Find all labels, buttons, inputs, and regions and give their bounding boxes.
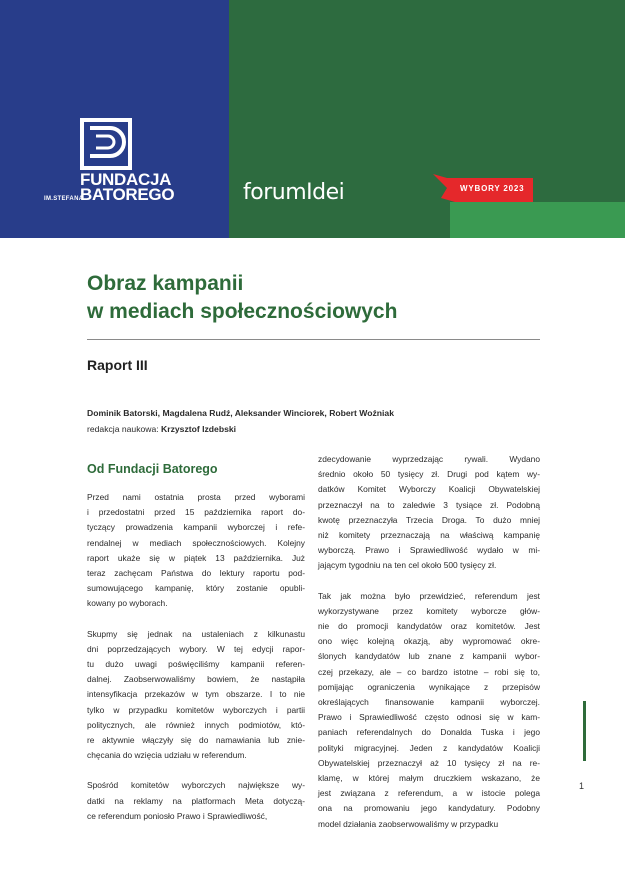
text-line: model działania zaobserwowaliśmy w przypadku bbox=[318, 818, 499, 829]
text-line: jest związana z referendum, a w istocie polega bbox=[318, 788, 540, 799]
right-text-column bbox=[318, 452, 540, 847]
text-line: przeznaczył na to zaledwie 3 tysiące zł. Podobną bbox=[318, 499, 540, 510]
header-light-green-strip bbox=[450, 202, 625, 238]
paragraph bbox=[87, 627, 305, 764]
paragraph bbox=[318, 452, 540, 574]
text-line: ce referendum poniosło Prawo i Sprawiedliwość, bbox=[87, 810, 268, 821]
text-line: niż komitety przeznaczają na właściwą kampanię bbox=[318, 530, 540, 541]
text-line: tylko w przypadku komitetów wyborczych i partii bbox=[87, 704, 305, 715]
text-line: kwotę przeznaczyła Trzecia Droga. To dużo mniej bbox=[318, 514, 540, 525]
text-line: kowany po wyborach. bbox=[87, 598, 168, 609]
text-line: zdecydowanie wyprzedzając rywali. Wydano bbox=[318, 454, 540, 464]
text-line: klamę, w której małym druczkiem wskazano, że bbox=[318, 773, 540, 784]
text-line: Spośród komitetów wyborczych największe wy- bbox=[87, 780, 305, 791]
text-line: sumowującego kampanię, który zostanie opubli- bbox=[87, 583, 305, 594]
text-line: wyborczą. Prawo i Sprawiedliwość wydało w mi- bbox=[318, 545, 540, 556]
text-line: Prawo i Sprawiedliwość często odnosi się w kam- bbox=[318, 712, 540, 723]
paragraph bbox=[87, 490, 305, 612]
report-editor bbox=[87, 424, 236, 434]
logo-line-1: FUNDACJA bbox=[80, 170, 172, 189]
report-authors: Dominik Batorski, Magdalena Rudź, Aleksander Winciorek, Robert Woźniak bbox=[87, 408, 394, 418]
forum-idei-logo: forumIdei bbox=[243, 180, 345, 205]
text-line: czej przekazy, ale – co bardzo istotne – robi się to, bbox=[318, 666, 540, 677]
logo-subtext: IM.STEFANA bbox=[44, 196, 84, 202]
page-number: 1 bbox=[579, 781, 585, 791]
title-divider bbox=[87, 339, 540, 340]
text-line: chęcania do wzięcia udziału w referendum. bbox=[87, 750, 247, 761]
text-line: średnio około 50 tysięcy zł. Drugi pod kątem wy- bbox=[318, 469, 540, 480]
text-line: re aktywnie włączyły się do namawiania lub znie- bbox=[87, 735, 305, 746]
logo-wordmark bbox=[80, 172, 200, 202]
editor-label: redakcja naukowa: bbox=[87, 424, 162, 434]
text-line: dalnej. Zaobserwowaliśmy bowiem, że nastąpiła bbox=[87, 674, 305, 685]
text-line: polityki migracyjnej. Jeden z kandydatów Koalicji bbox=[318, 742, 540, 753]
logo-line-2: BATOREGO bbox=[80, 185, 175, 204]
text-line: raport ukaże się w piątek 13 października. Już bbox=[87, 552, 305, 563]
text-line: ona na promowaniu jego kandydatury. Podobny bbox=[318, 803, 540, 814]
editor-name: Krzysztof Izdebski bbox=[161, 424, 237, 434]
text-line: pomijając ograniczenia wynikające z przepisów bbox=[318, 681, 540, 692]
text-line: paniach referendalnych do Donalda Tuska i jego bbox=[318, 727, 540, 738]
section-heading: Od Fundacji Batorego bbox=[87, 462, 218, 476]
text-line: datki na reklamy na platformach Meta dotyczą- bbox=[87, 795, 305, 806]
text-line: wykorzystywane przez komitety wyborcze głów- bbox=[318, 605, 540, 616]
text-line: tyczący prowadzenia kampanii wyborczej i refe- bbox=[87, 522, 305, 533]
text-line: teraz zachęcam Państwa do lektury raportu pod- bbox=[87, 568, 305, 579]
report-title-line-2: w mediach społecznościowych bbox=[87, 300, 398, 323]
report-title bbox=[87, 270, 527, 326]
text-line: tu dużo uwagi poświęciliśmy kampanii referen- bbox=[87, 659, 305, 670]
page-side-marker bbox=[583, 701, 586, 761]
report-subtitle: Raport III bbox=[87, 357, 148, 373]
election-badge-text: WYBORY 2023 bbox=[460, 184, 525, 193]
text-line: datków Komitet Wyborczy Koalicji Obywatelskiej bbox=[318, 484, 540, 495]
text-line: dni poprzedzających wybory. W tej edycji rapor- bbox=[87, 643, 305, 654]
paragraph bbox=[318, 589, 540, 832]
text-line: Obywatelskiej przeznaczył aż 10 tysięcy zł na re- bbox=[318, 757, 540, 768]
paragraph bbox=[87, 778, 305, 824]
page-header bbox=[0, 0, 625, 238]
text-line: Przed nami ostatnia prosta przed wyborami bbox=[87, 492, 305, 502]
text-line: ślonych kandydatów lub znane z kampanii wybor- bbox=[318, 651, 540, 662]
text-line: rendalnej w mediach społecznościowych. Kolejny bbox=[87, 537, 305, 548]
report-title-line-1: Obraz kampanii bbox=[87, 272, 244, 295]
text-line: Skupmy się jednak na ustaleniach z kilkunastu bbox=[87, 628, 305, 639]
text-line: jającym tygodniu na ten cel około 500 tysięcy zł. bbox=[318, 560, 497, 571]
text-line: i przedostatni przed 15 października raport do- bbox=[87, 507, 305, 518]
text-line: Tak jak można było przewidzieć, referendum jest bbox=[318, 590, 540, 601]
text-line: nie do promocji kandydatów oraz komitetów. Jest bbox=[318, 621, 540, 632]
text-line: intensyfikacja przekazów w tym obszarze. I to nie bbox=[87, 689, 305, 700]
text-line: określających finansowanie kampanii wyborczej. bbox=[318, 697, 540, 708]
text-line: ono więc kolejną okazją, aby wypromować okre- bbox=[318, 636, 540, 647]
left-text-column bbox=[87, 490, 305, 839]
text-line: politycznych, ale również innych podmiotów, któ- bbox=[87, 719, 305, 730]
fundacja-batorego-logo-icon bbox=[80, 118, 132, 170]
